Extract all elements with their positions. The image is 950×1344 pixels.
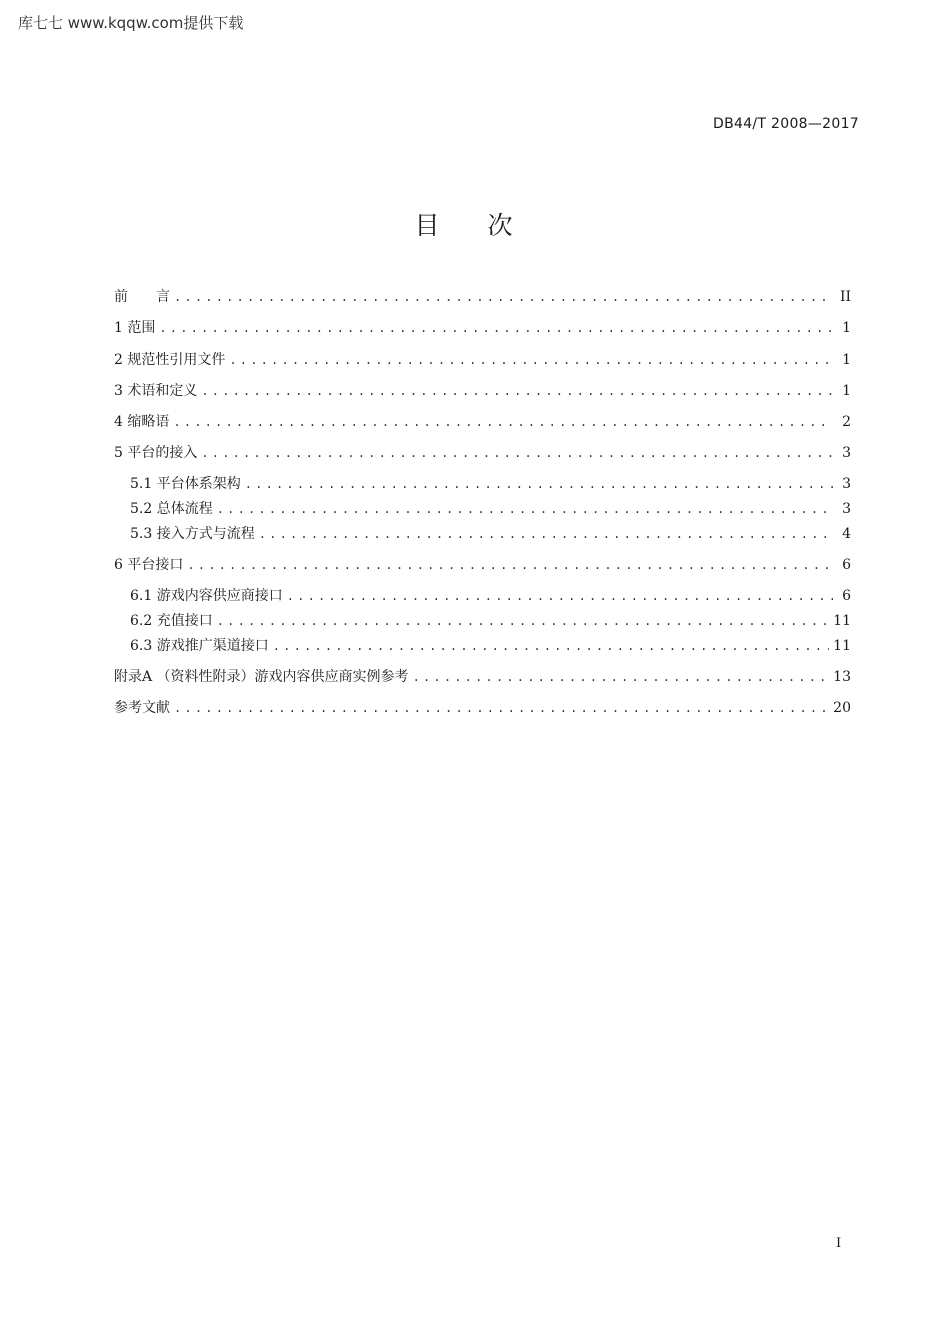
toc-entry-label: 4 缩略语 (114, 414, 170, 430)
toc-entry-page: 6 (842, 588, 851, 604)
toc-title: 目次 (414, 211, 561, 240)
toc-leader-dots (217, 498, 833, 520)
page-number: I (836, 1236, 842, 1251)
watermark-text: 库七七 www.kqqw.com提供下载 (18, 14, 244, 32)
toc-entry-abbreviations[interactable] (114, 411, 851, 433)
toc-entry-normative-references[interactable] (114, 349, 851, 371)
toc-entry-page: 1 (842, 320, 851, 336)
toc-entry-label: 5.1 平台体系架构 (130, 476, 241, 492)
toc-entry-page: 3 (842, 445, 851, 461)
toc-entry-page: 11 (833, 638, 851, 654)
toc-entry-label: 附录A （资料性附录）游戏内容供应商实例参考 (114, 669, 409, 685)
toc-entry-recharge-interface[interactable] (130, 610, 851, 632)
toc-entry-label: 6.1 游戏内容供应商接口 (130, 588, 283, 604)
toc-entry-label: 参考文献 (114, 700, 170, 716)
toc-entry-page: 3 (842, 476, 851, 492)
toc-leader-dots (174, 286, 833, 308)
document-code: DB44/T 2008—2017 (713, 116, 859, 132)
toc-entry-page: 1 (842, 352, 851, 368)
toc-entry-platform-access[interactable] (114, 442, 851, 464)
toc-leader-dots (187, 554, 833, 576)
toc-entry-label: 5.3 接入方式与流程 (130, 526, 255, 542)
toc-entry-page: 4 (842, 526, 851, 542)
toc-entry-page: 11 (833, 613, 851, 629)
toc-entry-page: 13 (833, 669, 851, 685)
toc-entry-label: 6.3 游戏推广渠道接口 (130, 638, 269, 654)
toc-entry-page: 6 (842, 557, 851, 573)
table-of-contents (114, 0, 851, 800)
toc-entry-scope[interactable] (114, 317, 851, 339)
toc-leader-dots (201, 380, 833, 402)
toc-entry-label: 前 言 (114, 289, 170, 305)
toc-entry-label: 6.2 充值接口 (130, 613, 213, 629)
toc-entry-bibliography[interactable] (114, 697, 851, 719)
toc-entry-content-provider-interface[interactable] (130, 585, 851, 607)
toc-entry-page: 3 (842, 501, 851, 517)
toc-entry-appendix-a[interactable] (114, 666, 851, 688)
toc-leader-dots (273, 635, 829, 657)
toc-leader-dots (245, 473, 833, 495)
toc-entry-label: 2 规范性引用文件 (114, 352, 226, 368)
toc-leader-dots (173, 411, 833, 433)
toc-leader-dots (229, 349, 833, 371)
toc-entry-page: 2 (842, 414, 851, 430)
toc-entry-label: 6 平台接口 (114, 557, 184, 573)
toc-entry-overall-process[interactable] (130, 498, 851, 520)
toc-entry-page: 1 (842, 383, 851, 399)
toc-leader-dots (287, 585, 833, 607)
toc-entry-label: 3 术语和定义 (114, 383, 198, 399)
toc-entry-promotion-channel-interface[interactable] (130, 635, 851, 657)
toc-entry-label: 1 范围 (114, 320, 156, 336)
toc-entry-label: 5 平台的接入 (114, 445, 198, 461)
toc-entry-platform-interfaces[interactable] (114, 554, 851, 576)
toc-leader-dots (217, 610, 829, 632)
toc-entry-access-methods[interactable] (130, 523, 851, 545)
toc-leader-dots (201, 442, 833, 464)
toc-entry-label: 5.2 总体流程 (130, 501, 213, 517)
toc-leader-dots (259, 523, 833, 545)
toc-leader-dots (159, 317, 833, 339)
toc-entry-platform-architecture[interactable] (130, 473, 851, 495)
toc-leader-dots (413, 666, 830, 688)
toc-entry-page: 20 (833, 700, 851, 716)
toc-entry-terms-definitions[interactable] (114, 380, 851, 402)
toc-leader-dots (174, 697, 829, 719)
toc-entry-foreword[interactable] (114, 286, 851, 308)
toc-entry-page: II (839, 289, 851, 305)
